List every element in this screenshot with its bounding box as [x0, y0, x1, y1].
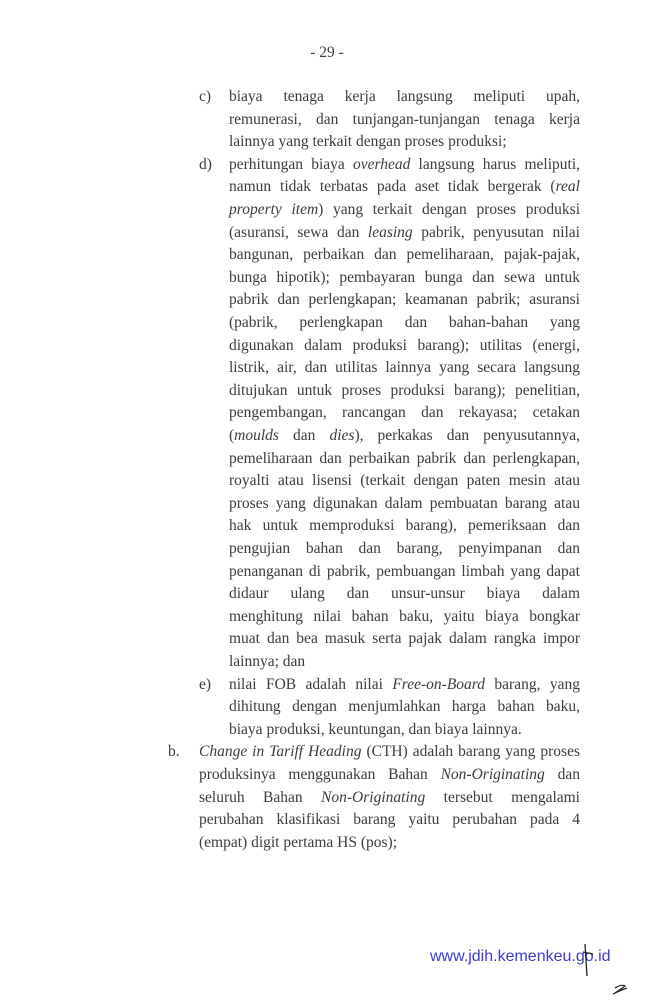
text-segment: langsung harus meliputi, [410, 155, 580, 173]
text-segment: biaya produksi, keuntungan, dan biaya lainnya. [229, 720, 522, 738]
italic-term: dies [329, 427, 355, 444]
text-line [229, 199, 580, 222]
italic-term: property item [229, 201, 319, 218]
text-line [229, 222, 580, 245]
text-line [229, 583, 580, 606]
text-line [229, 515, 580, 538]
text-segment: royalti atau lisensi (terkait dengan paten mesin atau [229, 472, 580, 490]
text-line [229, 109, 580, 132]
text-segment: (empat) digit pertama HS (pos); [199, 833, 398, 851]
text-segment: biaya tenaga kerja langsung meliputi upah, [229, 88, 580, 105]
text-segment: muat dan bea masuk serta pajak dalam rangka impor [229, 630, 580, 648]
text-segment: seluruh Bahan [199, 788, 322, 806]
text-line [229, 719, 580, 742]
text-segment: didaur ulang dan unsur-unsur biaya dalam [229, 585, 580, 603]
text-segment: dan [278, 427, 330, 444]
text-line [229, 335, 580, 358]
text-segment: menghitung nilai bahan baku, yaitu biaya bongkar [229, 607, 580, 625]
text-line [199, 832, 580, 855]
text-segment: remunerasi, dan tunjangan-tunjangan tenaga kerja [229, 110, 580, 128]
text-segment: lainnya; dan [229, 653, 306, 670]
text-line [229, 628, 580, 651]
italic-term: leasing [367, 223, 413, 241]
text-segment: ditujukan untuk proses produksi barang); penelitian, [229, 381, 580, 399]
text-line [229, 674, 580, 697]
text-segment: ), perkakas dan penyusutannya, [354, 427, 580, 444]
text-line [229, 289, 580, 312]
text-line [199, 787, 580, 810]
text-line [229, 561, 580, 584]
text-segment: pengembangan, rancangan dan rekayasa; cetakan [229, 404, 580, 422]
text-segment: barang, yang [485, 675, 580, 693]
handwritten-initial-mark [575, 940, 635, 1000]
list-item-label: b. [168, 743, 180, 761]
text-segment: (asuransi, sewa dan [229, 223, 368, 241]
text-segment: produksinya menggunakan Bahan [199, 766, 441, 783]
text-segment: tersebut mengalami [425, 788, 580, 806]
text-line [229, 402, 580, 425]
page-number: - 29 - [310, 44, 344, 61]
text-line [229, 696, 580, 719]
list-item-label: e) [199, 675, 212, 693]
italic-term: moulds [234, 427, 279, 444]
text-segment: listrik, air, dan utilitas lainnya yang secara langsung [229, 359, 580, 377]
text-segment: pengujian bahan dan barang, penyimpanan dan [229, 540, 580, 557]
text-segment: namun tidak terbatas pada aset tidak bergerak ( [229, 178, 556, 196]
text-segment: proses yang digunakan dalam pembuatan barang atau [229, 494, 580, 512]
text-line [229, 651, 580, 674]
text-segment: penanganan di pabrik, pembuangan limbah yang dapat [229, 562, 580, 580]
text-line [229, 493, 580, 516]
italic-term: Free-on-Board [392, 675, 485, 693]
text-line [229, 538, 580, 561]
text-line [229, 357, 580, 380]
text-segment: ) yang terkait dengan proses produksi [318, 201, 581, 218]
text-line [229, 425, 580, 448]
text-segment: lainnya yang terkait dengan proses produksi; [229, 133, 507, 151]
text-segment: digunakan dalam produksi barang); utilitas (energi, [229, 336, 580, 354]
text-line [229, 448, 580, 471]
text-segment: dihitung dengan menjumlahkan harga bahan baku, [229, 698, 580, 716]
text-line [199, 764, 580, 787]
text-line [229, 312, 580, 335]
text-line [229, 176, 580, 199]
text-segment: perubahan klasifikasi barang yaitu perubahan pada 4 [199, 811, 580, 829]
text-segment: pabrik dan perlengkapan; keamanan pabrik; asuransi [229, 291, 580, 309]
text-segment: bunga hipotik); pembayaran bunga dan sewa untuk [229, 268, 580, 286]
text-segment: dan [544, 766, 580, 783]
text-segment: nilai FOB adalah nilai [229, 675, 393, 693]
text-segment: (pabrik, perlengkapan dan bahan-bahan yang [229, 314, 580, 331]
italic-term: real [555, 178, 580, 196]
italic-term: Non-Originating [321, 788, 426, 806]
text-line [229, 606, 580, 629]
footer-website-link[interactable]: www.jdih.kemenkeu.go.id [430, 948, 611, 965]
text-segment: bangunan, perbaikan dan pemeliharaan, pajak-pajak, [229, 246, 580, 264]
text-line [199, 741, 580, 764]
list-item-label: d) [199, 155, 212, 173]
text-line [229, 244, 580, 267]
text-line [229, 154, 580, 177]
text-segment: pemeliharaan dan perbaikan pabrik dan perlengkapan, [229, 449, 580, 467]
text-segment: hak untuk memproduksi barang), pemeriksaan dan [229, 517, 580, 535]
text-line [229, 86, 580, 109]
italic-term: Change in Tariff Heading [199, 743, 362, 761]
list-item-label: c) [199, 88, 212, 105]
text-line [229, 131, 580, 154]
text-line [229, 267, 580, 290]
italic-term: Non-Originating [440, 766, 545, 783]
italic-term: overhead [352, 155, 411, 173]
text-line [229, 470, 580, 493]
text-segment: ( [229, 427, 235, 444]
text-line [199, 809, 580, 832]
text-segment: (CTH) adalah barang yang proses [361, 743, 580, 761]
text-segment: perhitungan biaya [229, 155, 353, 173]
text-line [229, 380, 580, 403]
text-segment: pabrik, penyusutan nilai [412, 223, 580, 241]
